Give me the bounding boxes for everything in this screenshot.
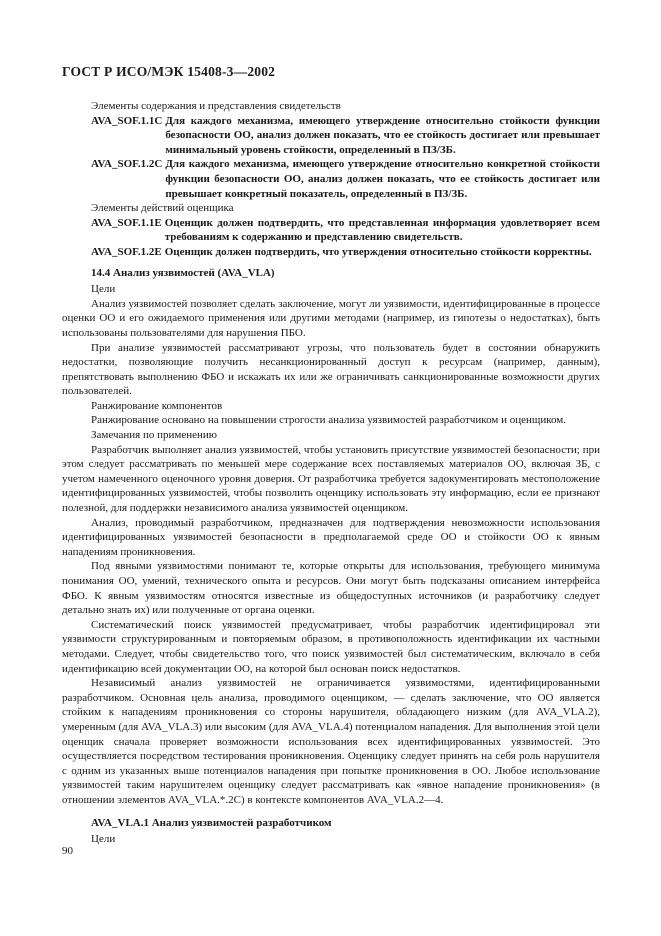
notes-label: Замечания по применению xyxy=(91,429,217,442)
paragraph: Независимый анализ уязвимостей не ограничивается уязвимостями, идентифицированными разработчиком. Основная цель анализа, проводимого оценщиком, — сделать заключение, что ОО является стойким к нападениям проникновения со стороны нарушителя, обладающего низким (для AVA_VLA.2), умеренным (для AVA_VLA.3) или высоким (для AVA_VLA.4) потенциалом нападения. Для выполнения этой цели оценщик сначала проверяет возможности использования всех идентифицированных уязвимостей. Это осуществляется посредством тестирования проникновения. Оценщику следует принять на себя роль нарушителя с одним из указанных выше потенциалов нападения при попытке проникновения в ОО. Любое использование уязвимостей таким нарушителем оценщику следует рассматривать как «явное нападение проникновения» (в отношении элементов AVA_VLA.*.2C) в контексте компонентов AVA_VLA.2—4. xyxy=(62,677,600,806)
objectives-label: Цели xyxy=(91,283,116,296)
ranking-label: Ранжирование компонентов xyxy=(91,399,223,412)
document-header: ГОСТ Р ИСО/МЭК 15408-3—2002 xyxy=(62,64,276,79)
element-text: Для каждого механизма, имеющего утверждение относительно конкретной стойкости функции безопасности ОО, анализ должен показать, что ее стойкость достигает или превышает конкретный показатель, определенный в ПЗ/ЗБ. xyxy=(165,158,600,200)
subsection-heading: AVA_VLA.1 Анализ уязвимостей разработчиком xyxy=(91,816,332,829)
subsection-objectives-label: Цели xyxy=(91,833,116,846)
content-elements-label: Элементы содержания и представления свидетельств xyxy=(91,100,341,112)
paragraph: Анализ, проводимый разработчиком, предназначен для подтверждения невозможности использования идентифицированных уязвимостей безопасности в предполагаемой среде ОО и стойкости ОО к явным нападениям проникновения. xyxy=(62,516,600,558)
element-ava-sof-1-2e xyxy=(62,245,600,260)
element-text: Оценщик должен подтвердить, что утверждения относительно стойкости корректны. xyxy=(164,245,592,258)
paragraph: При анализе уязвимостей рассматривают угрозы, что пользователь будет в состоянии обнаружить недостатки, позволяющие получить несанкционированный доступ к ресурсам (например, данным), препятствовать выполнению ФБО и искажать их или же ограничивать санкционированные возможности других пользователей. xyxy=(62,341,600,398)
element-code: AVA_SOF.1.2C xyxy=(91,158,163,171)
paragraph: Под явными уязвимостями понимают те, которые открыты для использования, требующего минимума понимания ОО, умений, технического опыта и ресурсов. Они могут быть подсказаны описанием интерфейса ФБО. К явным уязвимостям относятся известные из общедоступных источников (и разработчику следует детально знать их) или полученные от органа оценки. xyxy=(62,560,600,617)
element-ava-sof-1-1e xyxy=(62,216,600,245)
element-text: Оценщик должен подтвердить, что представленная информация удовлетворяет всем требованиям к содержанию и представлению свидетельств. xyxy=(164,216,600,244)
page-body xyxy=(62,99,600,847)
element-code: AVA_SOF.1.1E xyxy=(91,216,162,229)
paragraph: Систематический поиск уязвимостей предусматривает, чтобы разработчик идентифицировал эти уязвимости структурированным и повторяемым образом, в противоположность идентификации их частными методами. Следует, чтобы свидетельство того, что поиск уязвимостей был систематическим, включало в себя идентификацию всей документации ОО, на которой был основан поиск недостатков. xyxy=(62,618,600,675)
element-code: AVA_SOF.1.1C xyxy=(91,114,163,127)
element-ava-sof-1-1c xyxy=(62,114,600,158)
element-code: AVA_SOF.1.2E xyxy=(91,245,162,258)
evaluator-elements-label: Элементы действий оценщика xyxy=(91,202,234,215)
element-text: Для каждого механизма, имеющего утверждение относительно стойкости функции безопасности ОО, анализ должен показать, что ее стойкость достигает или превышает минимальный уровень стойкости, определенный в ПЗ/ЗБ. xyxy=(165,114,600,156)
section-heading: 14.4 Анализ уязвимостей (AVA_VLA) xyxy=(91,266,275,279)
element-ava-sof-1-2c xyxy=(62,157,600,201)
paragraph: Разработчик выполняет анализ уязвимостей, чтобы установить присутствие уязвимостей безопасности; при этом следует рассматривать по меньшей мере содержание всех поставляемых материалов ОО, включая ЗБ, с учетом намеченного оценочного уровня доверия. От разработчика требуется задокументировать местоположение идентифицированных уязвимостей, чтобы позволить оценщику использовать эту информацию, если ее признают полезной, для поддержки независимого анализа уязвимостей оценщиком. xyxy=(62,443,600,515)
paragraph: Ранжирование основано на повышении строгости анализа уязвимостей разработчиком и оценщиком. xyxy=(91,414,567,427)
page-number: 90 xyxy=(62,845,73,857)
paragraph: Анализ уязвимостей позволяет сделать заключение, могут ли уязвимости, идентифицированные в процессе оценки ОО и его ожидаемого применения или другими методами (например, из гипотезы о недостатках), быть использованы пользователями для нарушения ПБО. xyxy=(62,297,600,339)
